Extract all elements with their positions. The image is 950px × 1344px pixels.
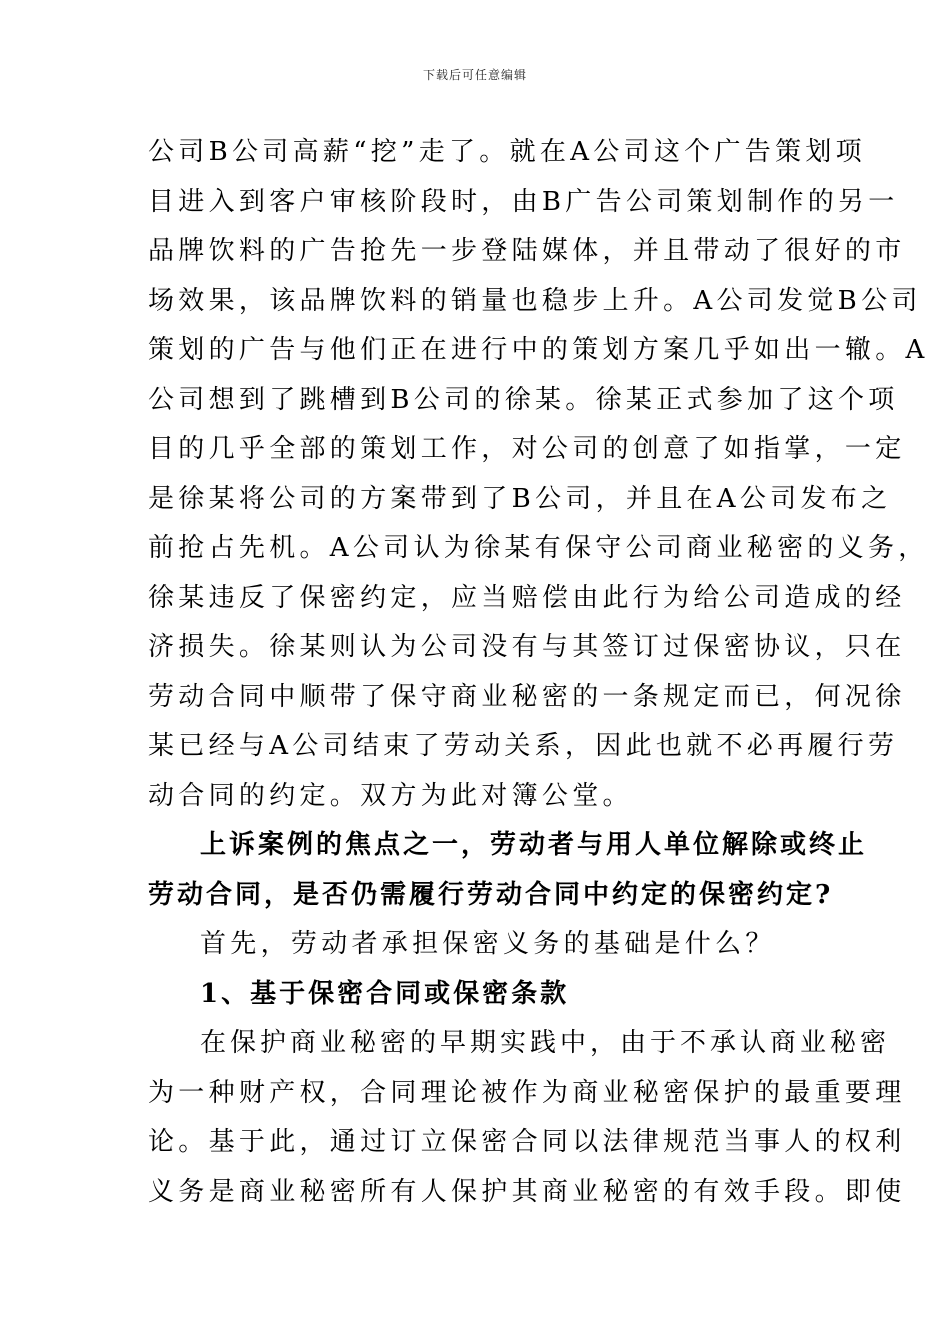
text-line: 论。基于此，通过订立保密合同以法律规范当事人的权利 (148, 1127, 906, 1157)
case-paragraph (148, 128, 929, 821)
text-line: 为一种财产权，合同理论被作为商业秘密保护的最重要理 (148, 1077, 906, 1108)
bold-text-line: 劳动合同，是否仍需履行劳动合同中约定的保密约定? (148, 879, 834, 910)
text-line: 劳动合同中顺带了保守商业秘密的一条规定而已，何况徐 (148, 681, 906, 712)
page-header-note: 下载后可任意编辑 (422, 68, 527, 82)
document-body (148, 128, 929, 1217)
text-line: 目进入到客户审核阶段时，由B广告公司策划制作的另一 (148, 186, 899, 217)
section-heading: 1、基于保密合同或保密条款 (200, 978, 570, 1009)
text-line: 徐某违反了保密约定，应当赔偿由此行为给公司造成的经 (148, 582, 906, 613)
question-line: 首先，劳动者承担保密义务的基础是什么？ (200, 929, 776, 959)
text-line: 目的几乎全部的策划工作，对公司的创意了如指掌，一定 (148, 434, 906, 464)
text-line: 动合同的约定。双方为此对簿公堂。 (148, 780, 633, 811)
text-line: 前抢占先机。A公司认为徐某有保守公司商业秘密的义务， (148, 533, 929, 563)
focus-paragraph (148, 821, 868, 920)
text-line: 公司B公司高薪“挖”走了。就在A公司这个广告策划项 (148, 137, 866, 167)
text-line: 场效果，该品牌饮料的销量也稳步上升。A公司发觉B公司 (148, 285, 922, 316)
text-line: 策划的广告与他们正在进行中的策划方案几乎如出一辙。A (148, 335, 929, 365)
text-line: 公司想到了跳槽到B公司的徐某。徐某正式参加了这个项 (148, 384, 899, 415)
text-line: 某已经与A公司结束了劳动关系，因此也就不必再履行劳 (148, 731, 899, 761)
contract-theory-paragraph (148, 1019, 906, 1217)
text-line: 品牌饮料的广告抢先一步登陆媒体，并且带动了很好的市 (148, 236, 906, 266)
text-line: 在保护商业秘密的早期实践中，由于不承认商业秘密 (200, 1028, 891, 1058)
text-line: 义务是商业秘密所有人保护其商业秘密的有效手段。即使 (148, 1176, 906, 1207)
bold-text-line: 上诉案例的焦点之一，劳动者与用人单位解除或终止 (200, 830, 868, 860)
text-line: 是徐某将公司的方案带到了B公司，并且在A公司发布之 (148, 483, 892, 514)
text-line: 济损失。徐某则认为公司没有与其签订过保密协议，只在 (148, 632, 906, 662)
